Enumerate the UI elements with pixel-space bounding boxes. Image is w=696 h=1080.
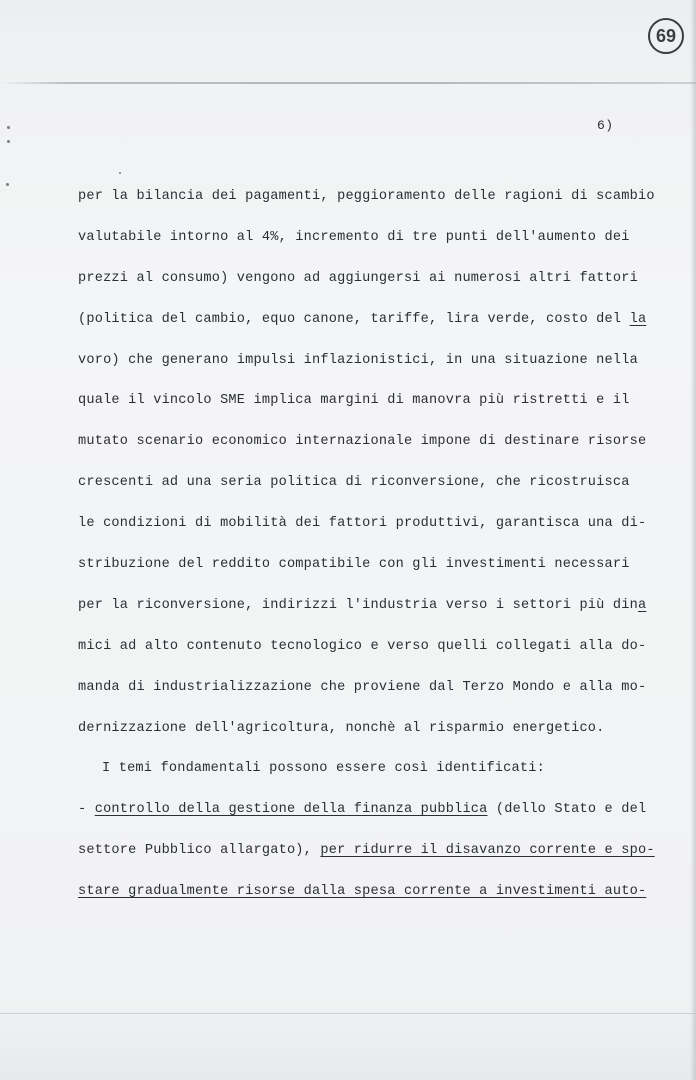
text-line: mici ad alto contenuto tecnologico e verso quelli collegati alla do-: [78, 638, 647, 654]
body-text: [78, 186, 658, 922]
fold-line: [0, 82, 696, 84]
text-line: prezzi al consumo) vengono ad aggiungersi ai numerosi altri fattori: [78, 270, 638, 286]
bottom-fold-line: [0, 1013, 696, 1014]
text-line: [78, 840, 658, 881]
folio-stamp: [646, 16, 686, 56]
scan-speck: [119, 172, 121, 174]
text-line: [78, 595, 658, 636]
text-line: manda di industrializzazione che proviene dal Terzo Mondo e alla mo-: [78, 679, 647, 695]
scan-speck: [6, 183, 9, 186]
text-line: dernizzazione dell'agricoltura, nonchè al risparmio energetico.: [78, 720, 605, 736]
text-line: [78, 309, 658, 350]
text-segment: (politica del cambio, equo canone, tariffe, lira verde, costo del: [78, 311, 630, 327]
scan-speck: [7, 140, 10, 143]
text-segment: per la riconversione, indirizzi l'industria verso i settori più din: [78, 597, 638, 613]
text-line: per la bilancia dei pagamenti, peggioramento delle ragioni di scambio: [78, 189, 655, 204]
text-segment: (dello Stato e del: [487, 802, 647, 818]
text-line: I temi fondamentali possono essere così identificati:: [102, 761, 545, 777]
page-number: 6): [597, 118, 614, 133]
underlined-phrase: stare gradualmente risorse dalla spesa corrente a investimenti auto-: [78, 884, 647, 900]
list-item-line: [78, 799, 658, 840]
list-dash: -: [78, 802, 95, 818]
page-edge-shadow: [690, 0, 696, 1080]
text-line: quale il vincolo SME implica margini di manovra più ristretti e il: [78, 393, 630, 409]
underlined-hyphen-segment: la: [629, 311, 647, 327]
underlined-phrase: controllo della gestione della finanza pubblica: [94, 802, 488, 818]
folio-number: 69: [655, 26, 677, 46]
underlined-phrase: per ridurre il disavanzo corrente e spo-: [320, 843, 655, 859]
text-line: [78, 881, 658, 922]
text-line: voro) che generano impulsi inflazionistici, in una situazione nella: [78, 352, 638, 368]
underlined-hyphen-segment: a: [637, 597, 647, 613]
text-segment: settore Pubblico allargato),: [78, 843, 321, 859]
scan-speck: [7, 126, 10, 129]
text-line: mutato scenario economico internazionale impone di destinare risorse: [78, 434, 647, 450]
text-line: valutabile intorno al 4%, incremento di tre punti dell'aumento dei: [78, 229, 630, 245]
text-line: stribuzione del reddito compatibile con gli investimenti necessari: [78, 557, 630, 573]
text-line: crescenti ad una seria politica di riconversione, che ricostruisca: [78, 475, 630, 491]
text-line: le condizioni di mobilità dei fattori produttivi, garantisca una di-: [78, 516, 647, 532]
